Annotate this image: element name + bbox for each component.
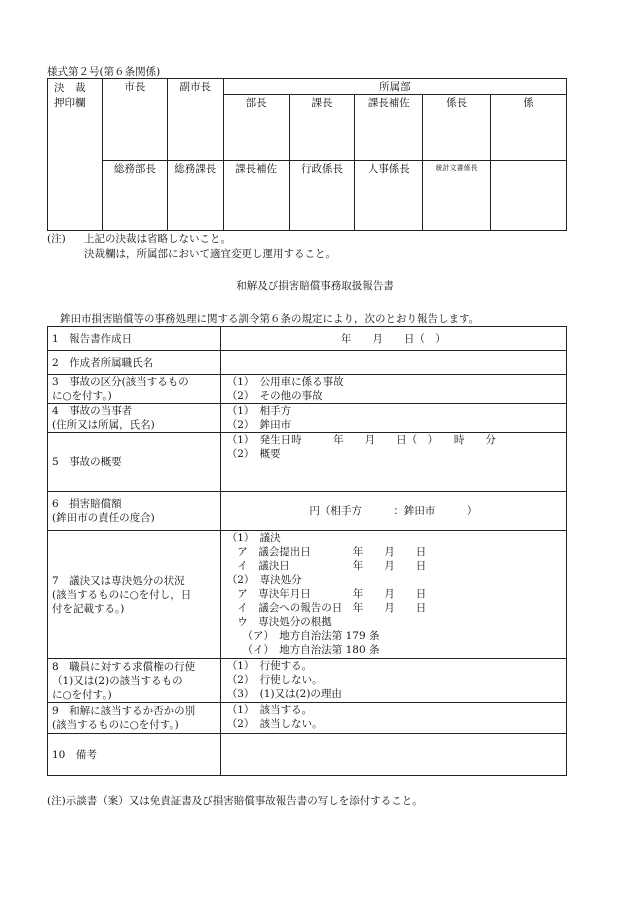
report-value-line: [227, 351, 560, 365]
report-value-cell[interactable]: [220, 375, 566, 404]
approver-cell: [491, 95, 567, 161]
approver-label: 総務部長: [113, 163, 156, 175]
note-line2: 決裁欄は，所属部において適宜変更し運用すること。: [84, 248, 336, 260]
report-value-cell[interactable]: [220, 404, 566, 433]
report-row: [48, 734, 567, 776]
report-label-cell: [48, 327, 221, 351]
report-value-line: （1） 議決: [226, 532, 281, 544]
approval-table: [47, 78, 567, 231]
report-row: [48, 351, 567, 375]
approval-title-cell: [48, 79, 103, 231]
document-title: 和解及び損害賠償事務取扱報告書: [236, 280, 394, 292]
report-value-cell[interactable]: [220, 433, 566, 492]
approver-label: 係長: [446, 97, 468, 109]
report-value-line: （3） (1)又は(2)の理由: [226, 688, 342, 700]
report-label-line: 2 作成者所属職氏名: [52, 356, 154, 369]
vice-mayor-cell: [167, 79, 223, 161]
note-line1: 上記の決裁は省略しないこと。: [84, 233, 231, 245]
approver-label: 総務課長: [174, 163, 217, 175]
report-value-line: イ 議会への報告の日 年 月 日: [226, 602, 427, 614]
report-row: [48, 327, 567, 351]
report-value-line: （1） 発生日時 年 月 日（ ） 時 分: [226, 434, 496, 446]
report-label-line: 付を記載する。): [52, 602, 125, 615]
report-value-line: （2） 概要: [226, 448, 281, 460]
report-label-line: 10 備考: [52, 748, 97, 761]
report-label-line: (住所又は所属，氏名): [52, 419, 155, 431]
report-label-cell: [48, 375, 221, 404]
report-row: [48, 703, 567, 734]
report-value-cell[interactable]: [220, 734, 566, 776]
report-value-line: ウ 専決処分の根拠: [226, 616, 332, 628]
vice-mayor-label: 副市長: [179, 81, 211, 93]
approver-label: 係: [523, 97, 534, 109]
mayor-label: 市長: [124, 81, 146, 93]
approver-cell: [223, 95, 289, 161]
approver-cell: [167, 161, 223, 231]
report-label-line: 9 和解に該当するか否かの別: [52, 705, 196, 717]
report-label-line: (該当するものに○を付し，日: [52, 588, 192, 601]
report-label-cell: [48, 531, 221, 659]
approver-label: 人事係長: [367, 163, 410, 175]
approver-label: 課長補佐: [235, 163, 278, 175]
approver-cell: [223, 161, 289, 231]
report-label-cell: [48, 703, 221, 734]
approver-label: 課長: [311, 97, 333, 109]
report-value-line: （2） 行使しない。: [226, 674, 323, 686]
report-value-cell[interactable]: [220, 327, 566, 351]
report-value-line: 年 月 日（ ）: [340, 332, 446, 345]
approver-cell: [423, 161, 491, 231]
report-label-line: 7 議決又は専決処分の状況: [52, 574, 185, 587]
mayor-cell: [102, 79, 167, 161]
report-label-line: （1)又は(2)の該当するもの: [52, 674, 183, 687]
approval-title-line1: 決 裁: [54, 82, 86, 94]
report-label-line: 6 損害賠償額: [52, 498, 122, 510]
approver-cell: [423, 95, 491, 161]
approver-cell: [355, 161, 423, 231]
intro-text: 鉾田市損害賠償等の事務処理に関する訓令第６条の規定により，次のとおり報告します。: [60, 313, 480, 325]
report-label-line: 3 事故の区分(該当するもの: [52, 376, 189, 388]
report-label-line: 8 職員に対する求償権の行使: [52, 660, 196, 673]
report-value-line: ア 議会提出日 年 月 日: [226, 546, 427, 558]
report-label-cell: [48, 659, 221, 703]
report-label-cell: [48, 351, 221, 375]
report-row: [48, 531, 567, 659]
footer-note: (注)示談書（案）又は免責証書及び損害賠償事故報告書の写しを添付すること。: [47, 795, 423, 807]
report-row: [48, 433, 567, 492]
report-value-cell[interactable]: [220, 531, 566, 659]
approver-label: 課長補佐: [367, 97, 410, 109]
approver-cell: [355, 95, 423, 161]
report-value-line: （2） 該当しない。: [226, 718, 323, 730]
report-value-line: （イ） 地方自治法第 180 条: [226, 644, 380, 656]
report-label-line: に○を付す。): [52, 390, 112, 402]
report-value-line: （1） 該当する。: [226, 704, 313, 716]
report-label-line: 5 事故の概要: [52, 456, 122, 468]
report-label-cell: [48, 492, 221, 531]
note-label: (注): [47, 233, 66, 245]
report-value-line: （2） 専決処分: [226, 574, 302, 586]
report-value-line: ア 専決年月日 年 月 日: [226, 588, 427, 600]
report-row: [48, 404, 567, 433]
report-label-line: 4 事故の当事者: [52, 405, 133, 417]
report-value-line: （1） 行使する。: [226, 660, 313, 672]
report-label-cell: [48, 404, 221, 433]
report-label-cell: [48, 433, 221, 492]
report-value-line: 円（相手方 ：鉾田市 ）: [309, 505, 478, 517]
report-label-line: 1 報告書作成日: [52, 332, 133, 345]
approver-label: 部長: [245, 97, 267, 109]
approver-label: 統計文書係長: [435, 164, 478, 172]
report-value-line: （2） 鉾田市: [226, 419, 292, 431]
report-label-cell: [48, 734, 221, 776]
report-value-line: （2） その他の事故: [226, 390, 323, 402]
report-table: [47, 326, 567, 776]
approver-cell: [102, 161, 167, 231]
report-value-line: [227, 734, 560, 748]
report-value-cell[interactable]: [220, 351, 566, 375]
report-value-line: （1） 相手方: [226, 405, 292, 417]
approver-cell: [491, 161, 567, 231]
approver-cell: [289, 161, 355, 231]
department-label: 所属部: [379, 81, 411, 93]
report-row: [48, 375, 567, 404]
report-label-line: (該当するものに○を付す。): [52, 719, 179, 731]
approver-cell: [289, 95, 355, 161]
report-label-line: (鉾田市の責任の度合): [52, 512, 155, 524]
form-label: 様式第２号(第６条関係): [47, 66, 161, 78]
report-label-line: に○を付す。): [52, 688, 112, 701]
report-value-cell[interactable]: [220, 659, 566, 703]
report-value-cell[interactable]: [220, 703, 566, 734]
approval-title-line2: 押印欄: [54, 97, 86, 109]
report-value-line: （1） 公用車に係る事故: [226, 376, 344, 388]
department-header: [223, 79, 566, 95]
approver-label: 行政係長: [300, 163, 343, 175]
report-row: [48, 659, 567, 703]
report-value-cell[interactable]: [220, 492, 566, 531]
report-row: [48, 492, 567, 531]
report-value-line: イ 議決日 年 月 日: [226, 560, 427, 572]
report-value-line: （ア） 地方自治法第 179 条: [226, 630, 380, 642]
